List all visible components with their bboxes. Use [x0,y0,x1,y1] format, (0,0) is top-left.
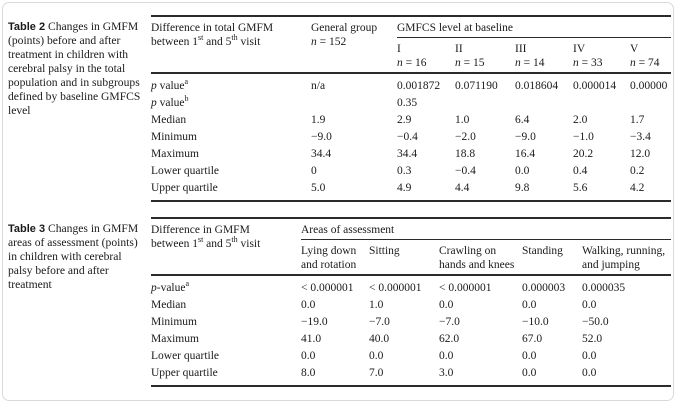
cell: 4.2 [630,182,645,194]
table3-diff-line2a: between 1 [151,238,198,250]
cell: 20.2 [573,148,594,160]
cell: 1.0 [455,114,470,126]
row-label: p-value$^a$ [151,279,190,294]
ordinal-sup: st [197,235,204,245]
table3-col-diff [151,218,301,275]
cell: 0.0 [439,350,454,362]
table2-diff-line2c: visit [237,36,261,48]
cell: 0.0 [582,350,597,362]
table2-caption-label: Table 2 [8,21,46,33]
row-label: Upper quartile [151,367,218,379]
cell: 0.000014 [573,80,617,92]
cell [311,95,397,112]
table3-head [151,218,671,275]
cell: −9.0 [311,131,332,143]
table3-col-lying: Lying down and rotation [301,245,357,271]
table2-section [8,15,673,202]
table2-caption [8,15,142,118]
ordinal-sup: th [231,235,238,245]
table3-diff-line2c: visit [237,238,261,250]
table2-body [151,73,671,201]
table-row [151,95,671,112]
cell: 16.4 [515,148,536,160]
cell: 34.4 [397,148,418,160]
cell: < 0.000001 [369,282,422,294]
cell: 5.6 [573,182,588,194]
cell: 0.000003 [522,282,566,294]
table2-col-level-2: II n = 15 [455,43,485,69]
cell: −10.0 [522,316,549,328]
cell: −0.4 [397,131,418,143]
row-label: Median [151,114,187,126]
cell: −9.0 [515,131,536,143]
cell: 0.018604 [515,80,559,92]
ordinal-sup: th [231,33,238,43]
table2-col-level-3: III n = 14 [515,43,545,69]
table2-col-level-5: V n = 74 [630,43,660,69]
cell: −50.0 [582,316,609,328]
table3 [151,217,671,387]
cell: < 0.000001 [301,282,354,294]
cell: 9.8 [515,182,530,194]
cell: 18.8 [455,148,476,160]
table-row [151,129,671,146]
cell: 41.0 [301,333,322,345]
table3-head-row1 [151,218,671,240]
table3-caption-label: Table 3 [8,223,46,235]
cell: 0.0 [301,299,316,311]
cell: 40.0 [369,333,390,345]
cell: 1.9 [311,114,326,126]
cell: 0.00000 [630,80,668,92]
table2-col-level-4: IV n = 33 [573,43,603,69]
cell: 0.3 [397,165,412,177]
cell: 0.2 [630,165,645,177]
table2-diff-line1: Difference in total GMFM [151,22,274,34]
table2-diff-line2b: and 5 [203,36,232,48]
row-label: Minimum [151,131,198,143]
table2-diff-line2a: between 1 [151,36,198,48]
table3-body [151,275,671,386]
cell: 1.7 [630,114,645,126]
cell: −3.4 [630,131,651,143]
table-row [151,275,671,297]
cell: 0.0 [582,367,597,379]
cell: 0.000035 [582,282,626,294]
cell: 52.0 [582,333,603,345]
table2 [151,15,671,202]
n-symbol: n [311,36,317,48]
cell [455,95,515,112]
table-row [151,365,671,386]
row-label: Maximum [151,333,199,345]
row-label: p value$^a$ [151,77,189,92]
cell: −0.4 [455,165,476,177]
section-gap [8,202,673,217]
cell: 0.4 [573,165,588,177]
cell: −2.0 [455,131,476,143]
cell [630,95,671,112]
cell: 62.0 [439,333,460,345]
table2-gmfcs-spanner [397,16,671,38]
ordinal-sup: st [197,33,204,43]
cell: 7.0 [369,367,384,379]
cell: 0.35 [397,97,418,109]
cell: −19.0 [301,316,328,328]
cell: 8.0 [301,367,316,379]
table3-caption [8,217,142,292]
cell: 0.071190 [455,80,498,92]
page-card [2,2,674,401]
table3-col-walking: Walking, running, and jumping [582,245,666,271]
table-row [151,73,671,95]
cell: 1.0 [369,299,384,311]
table2-col-level-1: I n = 16 [397,43,427,69]
table-row [151,163,671,180]
cell: 0.0 [515,165,530,177]
table-row [151,297,671,314]
cell: 0.0 [522,299,537,311]
cell: 4.4 [455,182,470,194]
footnote-marker: a [185,279,190,289]
cell: 6.4 [515,114,530,126]
table-row [151,331,671,348]
cell: 3.0 [439,367,454,379]
table3-col-standing: Standing [522,245,563,257]
cell: 67.0 [522,333,543,345]
cell: 0.0 [522,367,537,379]
table-row [151,146,671,163]
cell: −7.0 [369,316,390,328]
table3-diff-line2b: and 5 [203,238,232,250]
table2-general-label: General group [311,22,378,34]
cell: 0 [311,165,317,177]
cell: n/a [311,80,326,92]
row-label: Upper quartile [151,182,218,194]
footnote-marker: a [184,77,189,87]
table3-section [8,217,673,387]
table3-col-crawling: Crawling on hands and knees [439,245,515,271]
cell [573,95,630,112]
cell: −1.0 [573,131,594,143]
n-symbol: n [397,57,403,69]
cell [515,95,573,112]
cell: 0.0 [582,299,597,311]
row-label: Maximum [151,148,199,160]
n-symbol: n [515,57,521,69]
cell: 4.9 [397,182,412,194]
table3-areas-label: Areas of assessment [301,224,395,236]
cell: 0.0 [301,350,316,362]
cell: −7.0 [439,316,460,328]
row-label: Lower quartile [151,165,220,177]
row-label: p value$^b$ [151,94,189,109]
n-symbol: n [630,57,636,69]
cell: 34.4 [311,148,332,160]
cell: 0.0 [522,350,537,362]
table2-col-diff [151,16,311,73]
footnote-marker: b [184,94,189,104]
cell: 2.9 [397,114,412,126]
table2-head [151,16,671,73]
table-row [151,180,671,201]
cell: 12.0 [630,148,651,160]
table3-col-sitting: Sitting [369,245,400,257]
table2-caption-text: Changes in GMFM (points) before and after treatment in children with cerebral palsy in the total population and in subgroups defined by baseline GMFCS level [8,20,141,117]
cell: 2.0 [573,114,588,126]
cell: 0.001872 [397,80,441,92]
table2-general-n: = 152 [316,36,347,48]
table-row [151,348,671,365]
table3-caption-text: Changes in GMFM areas of assessment (points) in children with cerebral palsy before and after treatment [8,222,139,291]
row-label: Minimum [151,316,198,328]
table3-diff-line1: Difference in GMFM [151,224,250,236]
table2-gmfcs-label: GMFCS level at baseline [397,22,513,34]
row-label: Median [151,299,187,311]
table3-areas-spanner [301,218,671,240]
cell: 0.0 [439,299,454,311]
cell: 0.0 [369,350,384,362]
cell: < 0.000001 [439,282,492,294]
n-symbol: n [455,57,461,69]
cell: 5.0 [311,182,326,194]
n-symbol: n [573,57,579,69]
row-label: Lower quartile [151,350,220,362]
table2-head-row1 [151,16,671,38]
table-row [151,112,671,129]
table2-col-general [311,16,397,73]
table-row [151,314,671,331]
